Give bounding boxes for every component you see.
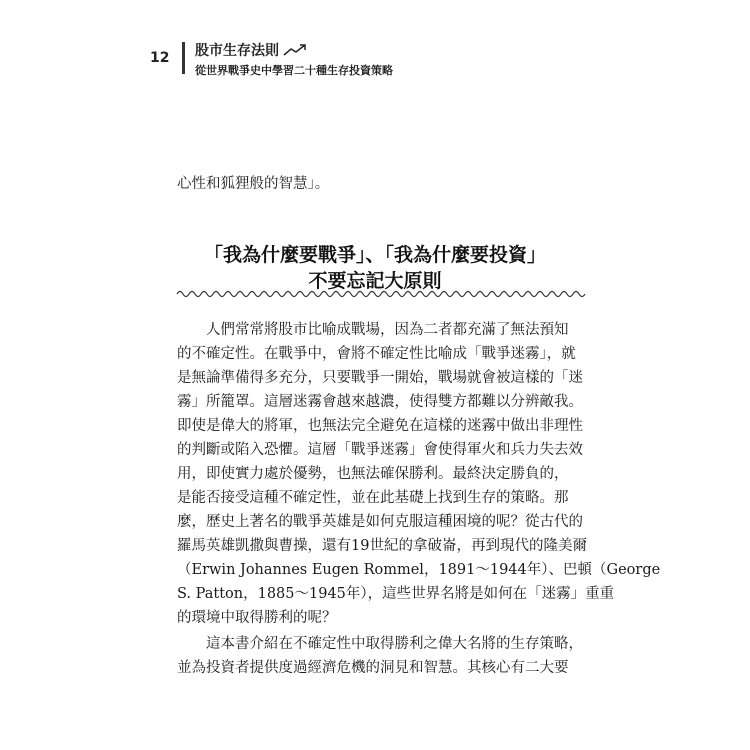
- header-divider: [182, 42, 185, 74]
- book-subtitle: 從世界戰爭史中學習二十種生存投資策略: [195, 64, 393, 77]
- book-title: [195, 40, 309, 60]
- section-heading-line1: 「我為什麼要戰爭」、「我為什麼要投資」: [203, 244, 546, 266]
- body-line: 羅馬英雄凱撒與曹操，還有19世紀的拿破崙，再到現代的隆美爾: [177, 538, 587, 554]
- section-heading-line2: 不要忘記大原則: [308, 270, 442, 292]
- body-line: 麼，歷史上著名的戰爭英雄是如何克服這種困境的呢？從古代的: [177, 514, 583, 530]
- body-line: 人們常常將股市比喻成戰場，因為二者都充滿了無法預知: [206, 322, 569, 338]
- book-title-text: 股市生存法則: [195, 43, 279, 59]
- body-line: 是無論準備得多充分，只要戰爭一開始，戰場就會被這樣的「迷: [177, 370, 583, 386]
- body-line: 的不確定性。在戰爭中，會將不確定性比喻成「戰爭迷霧」，就: [177, 346, 576, 362]
- body-line: 的環境中取得勝利的呢？: [177, 610, 337, 626]
- body-line: 即使是偉大的將軍，也無法完全避免在這樣的迷霧中做出非理性: [177, 418, 583, 434]
- body-line: S. Patton，1885～1945年），這些世界名將是如何在「迷霧」重重: [177, 586, 615, 602]
- intro-line: 心性和狐狸般的智慧」。: [177, 176, 330, 192]
- body-line: 用，即使實力處於優勢，也無法確保勝利。最終決定勝負的，: [177, 466, 569, 482]
- wave-divider: [177, 288, 575, 300]
- body-line: 是能否接受這種不確定性，並在此基礎上找到生存的策略。那: [177, 490, 569, 506]
- page-number: 12: [150, 50, 170, 66]
- body-line: （Erwin Johannes Eugen Rommel，1891～1944年）、巴頓（George: [177, 562, 661, 578]
- body-line: 霧」所籠罩。這層迷霧會越來越濃，使得雙方都難以分辨敵我。: [177, 394, 583, 410]
- trend-up-icon: [283, 43, 309, 57]
- body-line: 的判斷或陷入恐懼。這層「戰爭迷霧」會使得軍火和兵力失去效: [177, 442, 583, 458]
- body-line: 並為投資者提供度過經濟危機的洞見和智慧。其核心有二大要: [177, 660, 569, 676]
- body-line: 這本書介紹在不確定性中取得勝利之偉大名將的生存策略，: [206, 636, 583, 652]
